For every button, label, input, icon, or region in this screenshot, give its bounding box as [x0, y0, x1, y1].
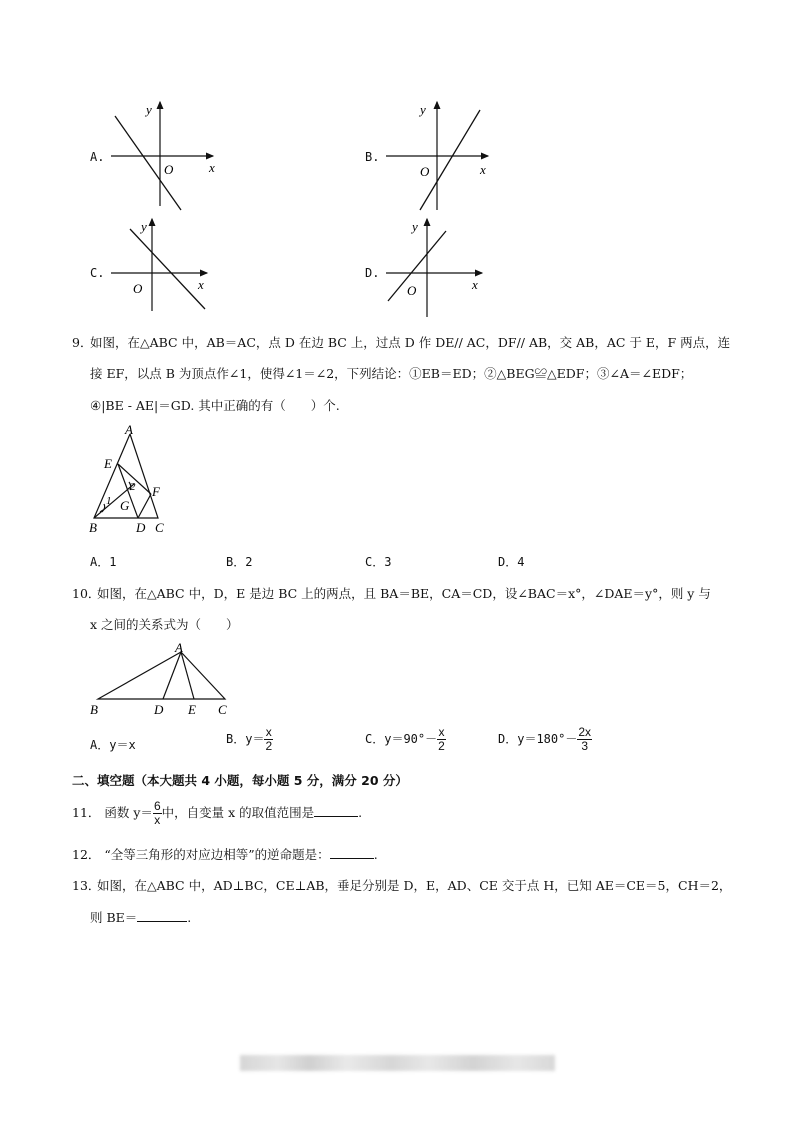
label-E: E	[104, 456, 112, 471]
q13-prefix: 则 BE＝	[90, 910, 138, 925]
fraction	[437, 726, 446, 753]
denominator: 2	[438, 739, 445, 753]
graph-a	[105, 98, 225, 213]
q11-end: .	[358, 805, 363, 820]
answer-blank[interactable]	[330, 846, 374, 859]
question-text-line: 如图，在△ABC 中，AB＝AC，点 D 在边 BC 上，过点 D 作 DE// AC，DF// AB，交 AB，AC 于 E，F 两点，连	[90, 335, 731, 350]
numerator: x	[265, 725, 272, 739]
fraction	[264, 726, 273, 753]
y-label: y	[141, 219, 147, 234]
option-c: C．3	[365, 555, 392, 569]
question-number: 9．	[72, 335, 93, 350]
graph-c	[105, 215, 225, 315]
question-12	[72, 845, 378, 863]
section-title: 二、填空题（本大题共 4 小题，每小题 5 分，满分 20 分）	[72, 773, 408, 788]
label-C: C	[218, 702, 227, 717]
question-number: 13．	[72, 878, 101, 893]
x-label: x	[209, 160, 215, 175]
fraction	[577, 726, 592, 753]
option-a: A．y＝x	[90, 738, 136, 752]
question-text-line: 接 EF，以点 B 为顶点作∠1，使得∠1＝∠2，下列结论：①EB＝ED；②△BEG≌△EDF；③∠A＝∠EDF；	[90, 366, 693, 381]
numerator: x	[438, 725, 445, 739]
q9-triangle-figure	[86, 424, 176, 536]
y-label: y	[146, 102, 152, 117]
origin-label: O	[133, 281, 143, 296]
question-11	[72, 800, 362, 827]
option-c	[365, 726, 446, 753]
label-B: B	[89, 520, 97, 535]
option-d-prefix: D．y＝180°－	[498, 732, 578, 746]
graph-line	[130, 229, 205, 309]
label-D: D	[154, 702, 164, 717]
blurred-footer	[240, 1055, 555, 1071]
question-text-line: 如图，在△ABC 中，AD⊥BC，CE⊥AB，垂足分别是 D，E，AD、CE 交于点 H，已知 AE＝CE＝5，CH＝2，	[97, 878, 732, 893]
answer-blank[interactable]	[314, 804, 358, 817]
graph-line	[388, 231, 446, 301]
option-d: D．4	[498, 555, 525, 569]
question-text-line	[90, 908, 191, 926]
label-D: D	[136, 520, 146, 535]
denominator: 2	[265, 739, 273, 753]
graph-line	[420, 110, 480, 210]
option-a: A．1	[90, 555, 117, 569]
q10-triangle-figure	[86, 638, 236, 718]
label-1: 1	[106, 495, 112, 507]
q12-text: “全等三角形的对应边相等”的逆命题是：	[104, 847, 330, 862]
q11-prefix: 函数 y＝	[104, 805, 153, 820]
option-b: B．2	[226, 555, 253, 569]
x-label: x	[198, 277, 204, 292]
numerator: 6	[153, 799, 161, 813]
answer-blank[interactable]	[137, 909, 187, 922]
label-B: B	[90, 702, 98, 717]
origin-label: O	[164, 162, 174, 177]
option-b-prefix: B．y＝	[226, 732, 265, 746]
label-E: E	[188, 702, 196, 717]
option-label: C.	[90, 266, 105, 280]
fraction	[153, 800, 162, 827]
y-label: y	[412, 219, 418, 234]
option-label: B.	[365, 150, 380, 164]
denominator: 3	[581, 739, 589, 753]
graph-d	[380, 215, 500, 320]
denominator: x	[154, 813, 161, 827]
label-G: G	[120, 498, 130, 513]
origin-label: O	[420, 164, 430, 179]
x-label: x	[472, 277, 478, 292]
label-F: F	[152, 484, 160, 499]
option-c-prefix: C．y＝90°－	[365, 732, 438, 746]
graph-b	[380, 98, 500, 213]
y-label: y	[420, 102, 426, 117]
option-b	[226, 726, 273, 753]
q12-end: .	[373, 847, 378, 862]
label-2: 2	[130, 481, 136, 493]
question-text-line: x 之间的关系式为（ ）	[90, 617, 239, 632]
numerator: 2x	[578, 725, 592, 739]
x-label: x	[480, 162, 486, 177]
option-d	[498, 726, 592, 753]
question-text-line: 如图，在△ABC 中，D，E 是边 BC 上的两点，且 BA＝BE，CA＝CD，设∠BAC＝x°，∠DAE＝y°，则 y 与	[97, 586, 711, 601]
label-A: A	[175, 640, 183, 655]
q11-suffix: 中，自变量 x 的取值范围是	[161, 805, 315, 820]
origin-label: O	[407, 283, 417, 298]
question-number: 12．	[72, 847, 101, 862]
question-text-line: ④|BE - AE|＝GD. 其中正确的有（ ）个.	[90, 398, 340, 413]
option-label: D.	[365, 266, 380, 280]
question-number: 10．	[72, 586, 101, 601]
label-A: A	[125, 424, 133, 437]
question-number: 11．	[72, 805, 101, 820]
q13-end: .	[187, 910, 192, 925]
option-label: A.	[90, 150, 105, 164]
label-C: C	[155, 520, 164, 535]
